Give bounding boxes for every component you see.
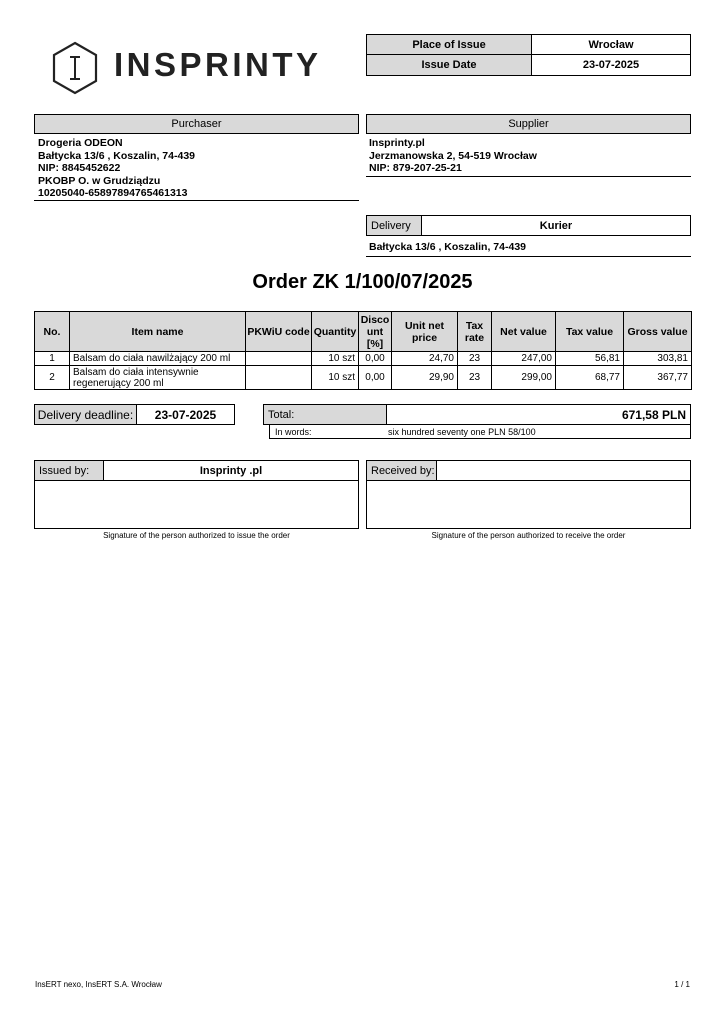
issued-by-value: Insprinty .pl bbox=[103, 460, 359, 481]
order-title: Order ZK 1/100/07/2025 bbox=[252, 271, 473, 293]
issuer-signature-caption: Signature of the person authorized to issue the order bbox=[103, 531, 290, 540]
col-item-name: Item name bbox=[70, 312, 246, 352]
supplier-address bbox=[369, 137, 537, 175]
delivery-deadline-value: 23-07-2025 bbox=[136, 404, 235, 425]
delivery-method: Kurier bbox=[421, 215, 691, 236]
row-item-name: Balsam do ciała nawilżający 200 ml bbox=[70, 352, 246, 366]
col-gross-value: Gross value bbox=[624, 312, 692, 352]
supplier-divider bbox=[366, 176, 691, 177]
purchaser-divider bbox=[34, 200, 359, 201]
supplier-street: Jerzmanowska 2, 54-519 Wrocław bbox=[369, 149, 537, 162]
row-net-value: 247,00 bbox=[492, 352, 556, 366]
col-net-value: Net value bbox=[492, 312, 556, 352]
logo bbox=[38, 38, 328, 98]
row-pkwiu bbox=[246, 352, 312, 366]
delivery-deadline-label: Delivery deadline: bbox=[34, 404, 137, 425]
row-quantity: 10 szt bbox=[312, 366, 359, 390]
issuer-signature-box bbox=[34, 480, 359, 529]
purchaser-heading: Purchaser bbox=[34, 114, 359, 134]
row-discount: 0,00 bbox=[359, 352, 392, 366]
issue-date-value: 23-07-2025 bbox=[531, 54, 691, 76]
row-gross-value: 367,77 bbox=[624, 366, 692, 390]
total-value: 671,58 PLN bbox=[386, 404, 691, 425]
issue-date-label: Issue Date bbox=[366, 54, 532, 76]
delivery-address: Bałtycka 13/6 , Koszalin, 74-439 bbox=[369, 241, 527, 253]
row-no: 2 bbox=[35, 366, 70, 390]
footer-page-number: 1 / 1 bbox=[674, 980, 690, 989]
col-tax-rate: Tax rate bbox=[458, 312, 492, 352]
supplier-nip: NIP: 879-207-25-21 bbox=[369, 162, 462, 174]
col-tax-value: Tax value bbox=[556, 312, 624, 352]
row-net-value: 299,00 bbox=[492, 366, 556, 390]
total-label: Total: bbox=[263, 404, 387, 425]
col-discount: Disco unt [%] bbox=[359, 312, 392, 352]
total-in-words bbox=[269, 424, 691, 439]
table-header-row bbox=[35, 312, 692, 352]
row-tax-value: 68,77 bbox=[556, 366, 624, 390]
purchaser-address bbox=[38, 137, 195, 200]
purchaser-name: Drogeria ODEON bbox=[38, 137, 123, 149]
received-by-label: Received by: bbox=[366, 460, 437, 481]
col-unit-net-price: Unit net price bbox=[392, 312, 458, 352]
col-no: No. bbox=[35, 312, 70, 352]
hexagon-cursor-icon bbox=[51, 41, 99, 95]
row-item-name: Balsam do ciała intensywnie regenerujący 200 ml bbox=[70, 366, 246, 390]
receiver-signature-box bbox=[366, 480, 691, 529]
footer-software: InsERT nexo, InsERT S.A. Wrocław bbox=[35, 980, 162, 989]
place-of-issue-value: Wrocław bbox=[531, 34, 691, 55]
items-table bbox=[34, 311, 692, 390]
purchaser-account: 10205040-65897894765461313 bbox=[38, 187, 188, 199]
delivery-label: Delivery bbox=[366, 215, 422, 236]
row-tax-value: 56,81 bbox=[556, 352, 624, 366]
row-tax-rate: 23 bbox=[458, 352, 492, 366]
in-words-label: In words: bbox=[275, 427, 312, 437]
purchaser-bank: PKOBP O. w Grudziądzu bbox=[38, 174, 161, 187]
supplier-name: Insprinty.pl bbox=[369, 137, 425, 149]
row-discount: 0,00 bbox=[359, 366, 392, 390]
purchaser-nip: NIP: 8845452622 bbox=[38, 162, 121, 174]
purchaser-street: Bałtycka 13/6 , Koszalin, 74-439 bbox=[38, 149, 196, 162]
table-row bbox=[35, 352, 692, 366]
issued-by-label: Issued by: bbox=[34, 460, 104, 481]
receiver-signature-caption: Signature of the person authorized to receive the order bbox=[431, 531, 626, 540]
table-row bbox=[35, 366, 692, 390]
row-tax-rate: 23 bbox=[458, 366, 492, 390]
received-by-value bbox=[436, 460, 691, 481]
row-no: 1 bbox=[35, 352, 70, 366]
supplier-heading: Supplier bbox=[366, 114, 691, 134]
in-words-value: six hundred seventy one PLN 58/100 bbox=[388, 427, 536, 437]
col-pkwiu: PKWiU code bbox=[246, 312, 312, 352]
row-gross-value: 303,81 bbox=[624, 352, 692, 366]
place-of-issue-label: Place of Issue bbox=[366, 34, 532, 55]
row-quantity: 10 szt bbox=[312, 352, 359, 366]
row-pkwiu bbox=[246, 366, 312, 390]
delivery-divider bbox=[366, 256, 691, 257]
row-unit-price: 24,70 bbox=[392, 352, 458, 366]
row-unit-price: 29,90 bbox=[392, 366, 458, 390]
logo-wordmark: INSPRINTY bbox=[114, 46, 322, 83]
col-quantity: Quantity bbox=[312, 312, 359, 352]
